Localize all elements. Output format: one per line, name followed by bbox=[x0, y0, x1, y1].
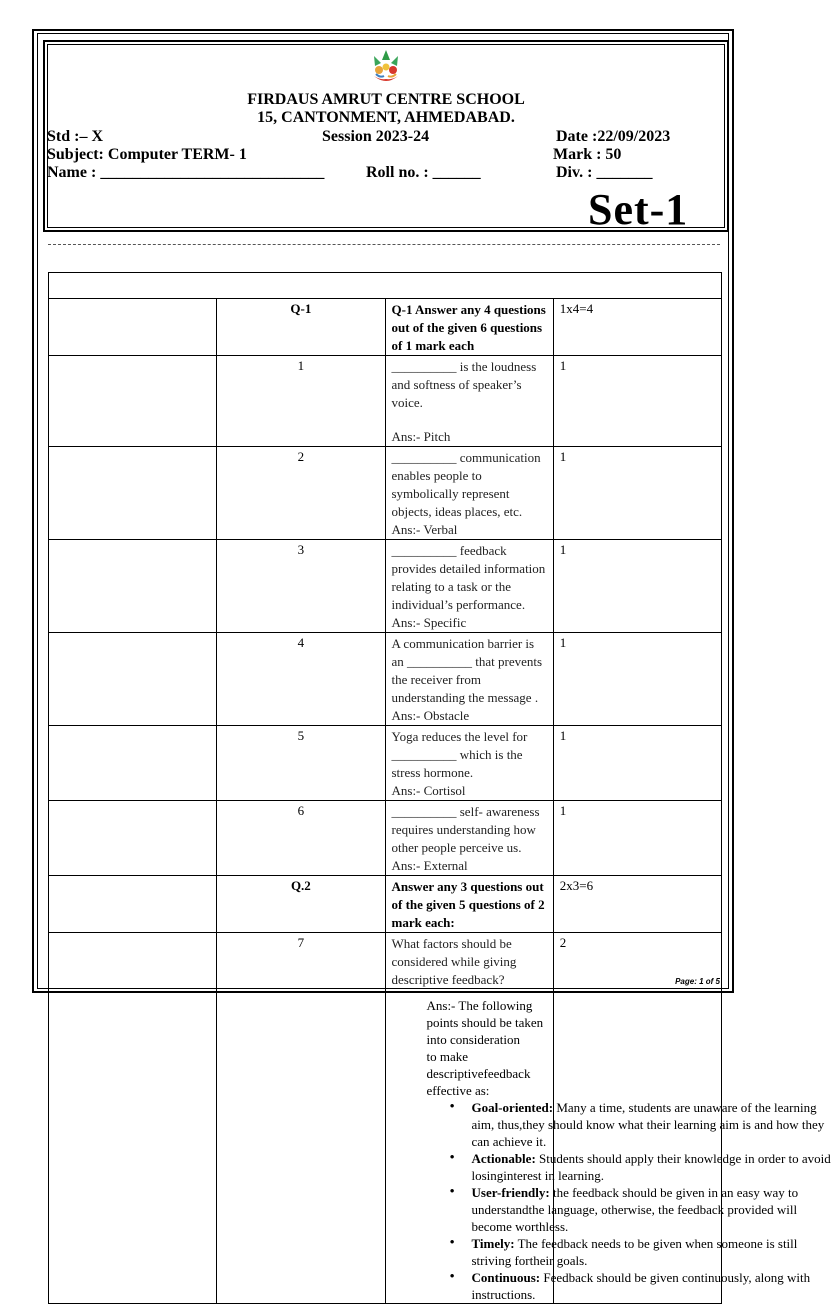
question-text bbox=[385, 356, 553, 447]
question-marks: 1 bbox=[553, 633, 721, 726]
session-label: Session 2023-24 bbox=[322, 128, 430, 145]
question-text bbox=[385, 801, 553, 876]
list-item bbox=[472, 1269, 832, 1303]
question-marks: 2 bbox=[553, 933, 721, 1304]
question-prompt: A communication barrier is an __________ that prevents the receiver from understanding the message . bbox=[391, 636, 543, 705]
table-row bbox=[49, 633, 722, 726]
table-row-q7 bbox=[49, 933, 722, 1304]
dashed-separator bbox=[48, 244, 720, 245]
question-number: 5 bbox=[217, 726, 385, 801]
school-address: 15, CANTONMENT, AHMEDABAD. bbox=[257, 109, 515, 126]
question-number: 7 bbox=[217, 933, 385, 1304]
question-text bbox=[385, 726, 553, 801]
section-number: Q.2 bbox=[217, 876, 385, 933]
question-marks: 1 bbox=[553, 726, 721, 801]
table-empty-cell bbox=[49, 273, 722, 299]
school-name: FIRDAUS AMRUT CENTRE SCHOOL bbox=[247, 91, 525, 108]
point-text: the feedback should be given in an easy way to understandthe language, otherwise, the feedback provided will become worthless. bbox=[471, 1185, 799, 1234]
answer-text: Ans:- Verbal bbox=[391, 522, 458, 537]
question-marks: 1 bbox=[553, 447, 721, 540]
table-row bbox=[49, 356, 722, 447]
question-marks: 1 bbox=[553, 801, 721, 876]
point-term: Continuous: bbox=[471, 1270, 541, 1285]
table-row-empty bbox=[49, 273, 722, 299]
question-table bbox=[48, 272, 831, 1304]
subject-label: Subject: Computer TERM- 1 bbox=[47, 146, 247, 163]
school-logo-icon bbox=[366, 46, 406, 86]
list-item bbox=[472, 1235, 832, 1269]
answer-text: Ans:- External bbox=[391, 858, 468, 873]
question-prompt: __________ is the loudness and softness of speaker’s voice. bbox=[391, 359, 537, 410]
answer-intro-2: to make descriptivefeedback effective as: bbox=[426, 1049, 531, 1098]
point-term: Goal-oriented: bbox=[471, 1100, 554, 1115]
table-row bbox=[49, 447, 722, 540]
point-text: Many a time, students are unaware of the learning aim, thus,they should know what their learning aim is and how they can achieve it. bbox=[471, 1100, 825, 1149]
question-marks: 1 bbox=[553, 540, 721, 633]
table-row bbox=[49, 726, 722, 801]
section-marks: 1x4=4 bbox=[553, 299, 721, 356]
answer-text: Ans:- Obstacle bbox=[391, 708, 470, 723]
question-text bbox=[385, 447, 553, 540]
answer-text: Ans:- Pitch bbox=[391, 429, 451, 444]
div-field: Div. : _______ bbox=[556, 164, 653, 181]
answer-text: Ans:- Cortisol bbox=[391, 783, 466, 798]
question-number: 6 bbox=[217, 801, 385, 876]
section-title: Q-1 Answer any 4 questions out of the given 6 questions of 1 mark each bbox=[385, 299, 553, 356]
list-item bbox=[472, 1184, 832, 1235]
point-term: User-friendly: bbox=[471, 1185, 550, 1200]
date-label: Date :22/09/2023 bbox=[556, 128, 671, 145]
question-number: 1 bbox=[217, 356, 385, 447]
page-footer: Page: 1 of 5 bbox=[675, 977, 720, 986]
question-number: 2 bbox=[217, 447, 385, 540]
section-row-q1 bbox=[49, 299, 722, 356]
question-prompt: __________ communication enables people to symbolically represent objects, ideas places, etc. bbox=[391, 450, 541, 519]
question-text bbox=[385, 540, 553, 633]
roll-field: Roll no. : ______ bbox=[366, 164, 481, 181]
list-item bbox=[472, 1150, 832, 1184]
std-label: Std :– X bbox=[47, 128, 104, 145]
question-marks: 1 bbox=[553, 356, 721, 447]
section-number: Q-1 bbox=[217, 299, 385, 356]
point-term: Timely: bbox=[471, 1236, 515, 1251]
section-title: Answer any 3 questions out of the given 5 questions of 2 mark each: bbox=[385, 876, 553, 933]
answer-text: Ans:- Specific bbox=[391, 615, 467, 630]
mark-label: Mark : 50 bbox=[553, 146, 622, 163]
point-text: The feedback needs to be given when someone is still striving fortheir goals. bbox=[471, 1236, 798, 1268]
question-prompt: What factors should be considered while giving descriptive feedback? bbox=[391, 936, 517, 987]
answer-intro-1: Ans:- The following points should be taken into consideration bbox=[426, 998, 544, 1047]
question-prompt: Yoga reduces the level for __________ which is the stress hormone. bbox=[391, 729, 528, 780]
question-text bbox=[385, 633, 553, 726]
point-term: Actionable: bbox=[471, 1151, 536, 1166]
section-marks: 2x3=6 bbox=[553, 876, 721, 933]
section-row-q2 bbox=[49, 876, 722, 933]
question-prompt: __________ self- awareness requires understanding how other people perceive us. bbox=[391, 804, 540, 855]
list-item bbox=[472, 1099, 832, 1150]
question-prompt: __________ feedback provides detailed information relating to a task or the individual’s performance. bbox=[391, 543, 546, 612]
point-text: Students should apply their knowledge in order to avoid losinginterest in learning. bbox=[471, 1151, 831, 1183]
set-number: Set-1 bbox=[588, 185, 689, 234]
name-field: Name : ____________________________ bbox=[47, 164, 325, 181]
question-number: 4 bbox=[217, 633, 385, 726]
answer-points-list bbox=[392, 1099, 831, 1303]
table-row bbox=[49, 801, 722, 876]
table-row bbox=[49, 540, 722, 633]
question-number: 3 bbox=[217, 540, 385, 633]
point-text: Feedback should be given continuously, along with instructions. bbox=[471, 1270, 811, 1302]
